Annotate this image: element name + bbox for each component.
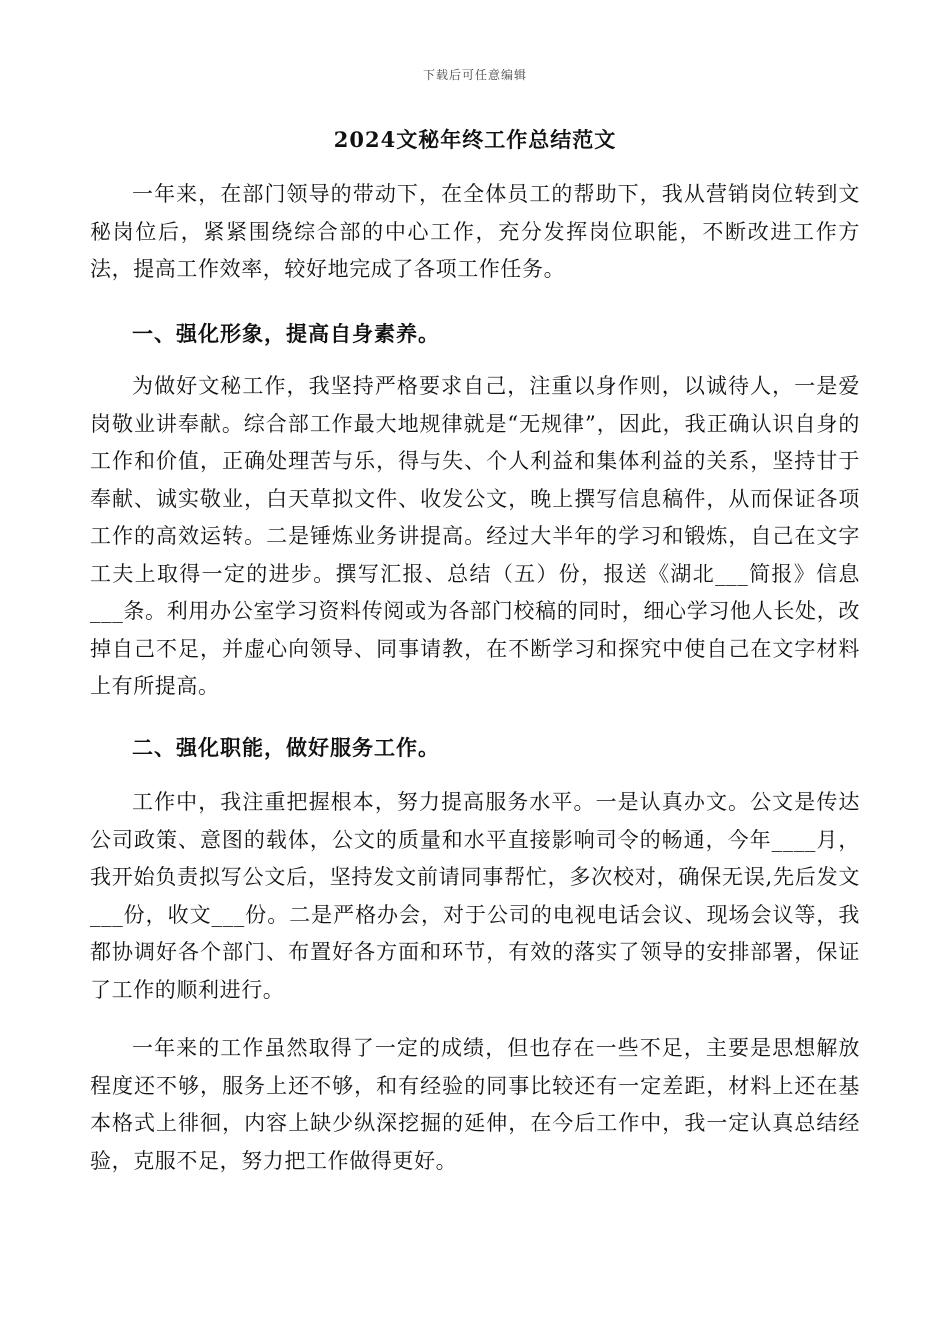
section1-heading: 一、强化形象，提高自身素养。 xyxy=(132,321,440,346)
section2-paragraph: 工作中，我注重把握根本，努力提高服务水平。一是认真办文。公文是传达公司政策、意图的载体，公文的质量和水平直接影响司令的畅通，今年____月，我开始负责拟写公文后，坚持发文前请同事帮忙，多次校对，确保无误,先后发文___份，收文___份。二是严格办会，对于公司的电视电话会议、现场会议等，我都协调好各个部门、布置好各方面和环节，有效的落实了领导的安排部署，保证了工作的顺利进行。 xyxy=(90,790,860,1002)
conclusion-paragraph: 一年来的工作虽然取得了一定的成绩，但也存在一些不足，主要是思想解放程度还不够，服务上还不够，和有经验的同事比较还有一定差距，材料上还在基本格式上徘徊，内容上缺少纵深挖掘的延伸，在今后工作中，我一定认真总结经验，克服不足，努力把工作做得更好。 xyxy=(90,1036,860,1173)
document-title: 2024文秘年终工作总结范文 xyxy=(333,127,617,152)
header-note: 下载后可任意编辑 xyxy=(422,68,527,82)
section2-heading: 二、强化职能，做好服务工作。 xyxy=(132,735,440,760)
section1-paragraph: 为做好文秘工作，我坚持严格要求自己，注重以身作则，以诚待人，一是爱岗敬业讲奉献。综合部工作最大地规律就是“无规律”，因此，我正确认识自身的工作和价值，正确处理苦与乐，得与失、个人利益和集体利益的关系，坚持甘于奉献、诚实敬业，白天草拟文件、收发公文，晚上撰写信息稿件，从而保证各项工作的高效运转。二是锤炼业务讲提高。经过大半年的学习和锻炼，自己在文字工夫上取得一定的进步。撰写汇报、总结（五）份，报送《湖北___简报》信息___条。利用办公室学习资料传阅或为各部门校稿的同时，细心学习他人长处，改掉自己不足，并虚心向领导、同事请教，在不断学习和探究中使自己在文字材料上有所提高。 xyxy=(90,374,860,698)
intro-paragraph: 一年来，在部门领导的带动下，在全体员工的帮助下，我从营销岗位转到文秘岗位后，紧紧围绕综合部的中心工作，充分发挥岗位职能，不断改进工作方法，提高工作效率，较好地完成了各项工作任务。 xyxy=(90,182,860,281)
